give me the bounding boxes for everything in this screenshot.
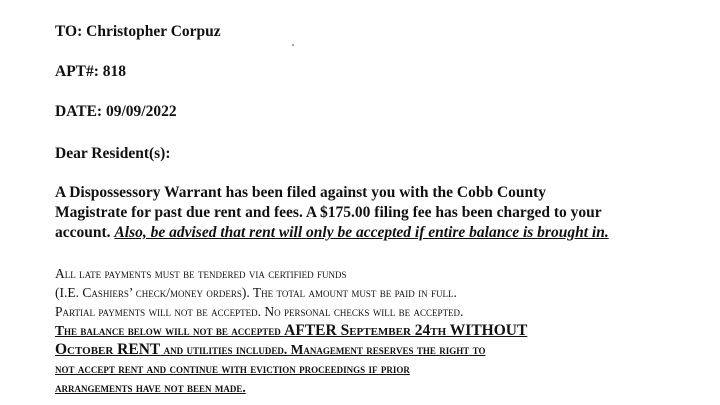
apartment-line: APT#: 818	[55, 63, 127, 80]
warrant-line-2: Magistrate for past due rent and fees. A $175.00 filing fee has been charged to your	[55, 204, 602, 221]
warning-line-1	[55, 321, 695, 340]
warning-line-1a: The balance below will not be accepted	[55, 323, 285, 338]
terms-line-3: Partial payments will not be accepted. No personal checks will be accepted.	[55, 304, 464, 319]
balance-emphasis: Also, be advised that rent will only be accepted if entire balance is brought in.	[114, 224, 609, 241]
october-rent-text: October RENT	[55, 341, 161, 358]
warrant-paragraph	[55, 183, 695, 243]
deadline-text: AFTER September 24th WITHOUT	[284, 322, 528, 339]
payment-terms-paragraph	[55, 264, 695, 397]
salutation: Dear Resident(s):	[55, 145, 171, 162]
warning-line-2b: and utilities included. Management reserves the right to	[160, 342, 486, 357]
warning-line-4: arrangements have not been made.	[55, 380, 246, 395]
warrant-line-3	[55, 223, 695, 243]
terms-line-1: All late payments must be tendered via certified funds	[55, 266, 347, 281]
scan-speck	[292, 44, 294, 46]
warning-line-2	[55, 340, 695, 359]
warning-line-3: not accept rent and continue with eviction proceedings if prior	[55, 361, 410, 376]
date-line: DATE: 09/09/2022	[55, 103, 177, 120]
recipient-line: TO: Christopher Corpuz	[55, 23, 221, 40]
terms-line-2: (I.E. Cashiers’ check/money orders). The total amount must be paid in full.	[55, 285, 457, 300]
warrant-line-1: A Dispossessory Warrant has been filed against you with the Cobb County	[55, 184, 547, 201]
warrant-line-3-text: account.	[55, 224, 111, 241]
